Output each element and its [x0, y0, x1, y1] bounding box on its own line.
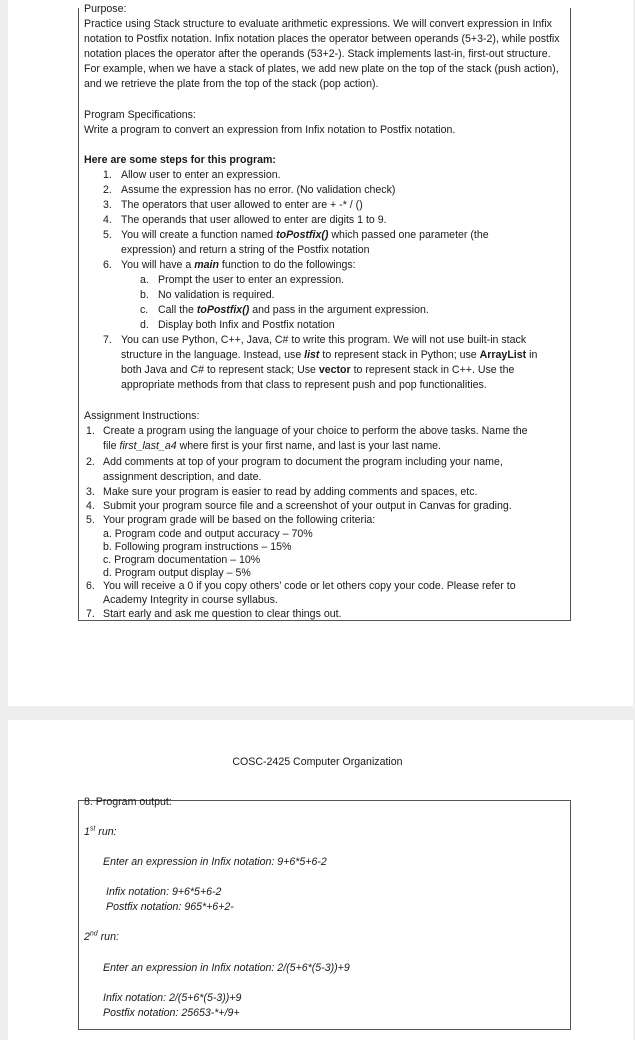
step-num: 6.: [103, 259, 112, 271]
substep-num: c.: [140, 304, 149, 316]
assignment-text: Submit your program source file and a screenshot of your output in Canvas for grading.: [103, 500, 512, 512]
substep-text: Prompt the user to enter an expression.: [158, 274, 345, 286]
purpose-label: Purpose:: [84, 3, 127, 15]
assignment-text: Create a program using the language of your choice to perform the above tasks. Name the: [103, 425, 528, 437]
step-num: 3.: [103, 199, 112, 211]
step-num: 4.: [103, 214, 112, 226]
assignment-num: 4.: [86, 500, 95, 512]
run-infix: Infix notation: 9+6*5+6-2: [106, 886, 222, 898]
run-prompt: Enter an expression in Infix notation: 9+6*5+6-2: [103, 856, 327, 868]
specs-label: Program Specifications:: [84, 109, 196, 121]
step-text: You will create a function named toPostfix() which passed one parameter (the: [121, 229, 489, 241]
purpose-text: Practice using Stack structure to evaluate arithmetic expressions. We will convert expression in Infix notation to Postfix notation. Infix notation places the operator between operands (5+3-2), while postfix notation places the operator after the operands (53+2-). Stack implements last-in, first-out structure. For example, when we have a stack of plates, we add new plate on the top of the stack (push action), and we retrieve the plate from the top of the stack (pop action).: [84, 18, 560, 90]
steps-heading: Here are some steps for this program:: [84, 154, 276, 166]
substep-text: No validation is required.: [158, 289, 275, 301]
run-postfix: Postfix notation: 25653-*+/9+: [103, 1007, 240, 1019]
run-prompt: Enter an expression in Infix notation: 2/(5+6*(5-3))+9: [103, 962, 350, 974]
run-label: 1st run:: [84, 825, 117, 838]
substep-num: a.: [140, 274, 149, 286]
substep-text: Call the toPostfix() and pass in the argument expression.: [158, 304, 429, 316]
step-num: 7.: [103, 334, 112, 346]
output-label: 8. Program output:: [84, 796, 172, 808]
run-infix: Infix notation: 2/(5+6*(5-3))+9: [103, 992, 242, 1004]
criterion: b. Following program instructions – 15%: [103, 541, 292, 553]
assignment-text-cont: assignment description, and date.: [103, 471, 262, 483]
step-text: Allow user to enter an expression.: [121, 169, 281, 181]
assignment-num: 1.: [86, 425, 95, 437]
run-label: 2nd run:: [84, 930, 119, 943]
step-num: 1.: [103, 169, 112, 181]
step-text-cont: both Java and C# to represent stack; Use vector to represent stack in C++. Use the: [121, 364, 515, 376]
step-text: You can use Python, C++, Java, C# to write this program. We will not use built-in stack: [121, 334, 527, 346]
assignment-heading: Assignment Instructions:: [84, 410, 200, 422]
step-num: 5.: [103, 229, 112, 241]
assignment-num: 5.: [86, 514, 95, 526]
assignment-text: Make sure your program is easier to read by adding comments and spaces, etc.: [103, 486, 478, 498]
assignment-text: Your program grade will be based on the following criteria:: [103, 514, 376, 526]
substep-num: d.: [140, 319, 149, 331]
step-text: The operands that user allowed to enter are digits 1 to 9.: [121, 214, 387, 226]
specs-text: Write a program to convert an expression from Infix notation to Postfix notation.: [84, 124, 456, 136]
page-header: COSC-2425 Computer Organization: [232, 756, 403, 768]
criterion: c. Program documentation – 10%: [103, 554, 261, 566]
step-num: 2.: [103, 184, 112, 196]
assignment-text-cont: file first_last_a4 where first is your first name, and last is your last name.: [103, 440, 441, 452]
substep-num: b.: [140, 289, 149, 301]
criterion: d. Program output display – 5%: [103, 567, 251, 579]
assignment-num: 7.: [86, 608, 95, 620]
assignment-text: You will receive a 0 if you copy others’ code or let others copy your code. Please refer to: [103, 580, 516, 592]
assignment-text: Add comments at top of your program to document the program including your name,: [103, 456, 503, 468]
assignment-text: Start early and ask me question to clear things out.: [103, 608, 342, 620]
step-text-cont: appropriate methods from that class to represent push and pop functionalities.: [121, 379, 487, 391]
step-text: Assume the expression has no error. (No validation check): [121, 184, 396, 196]
step-text-cont: expression) and return a string of the Postfix notation: [121, 244, 370, 256]
step-text: You will have a main function to do the followings:: [121, 259, 356, 271]
assignment-text-cont: Academy Integrity in course syllabus.: [103, 594, 278, 606]
criterion: a. Program code and output accuracy – 70%: [103, 528, 313, 540]
step-text-cont: structure in the language. Instead, use list to represent stack in Python; use ArrayList in: [121, 349, 538, 361]
assignment-num: 2.: [86, 456, 95, 468]
assignment-num: 6.: [86, 580, 95, 592]
substep-text: Display both Infix and Postfix notation: [158, 319, 335, 331]
step-text: The operators that user allowed to enter are + -* / (): [121, 199, 363, 211]
run-postfix: Postfix notation: 965*+6+2-: [106, 901, 234, 913]
assignment-num: 3.: [86, 486, 95, 498]
